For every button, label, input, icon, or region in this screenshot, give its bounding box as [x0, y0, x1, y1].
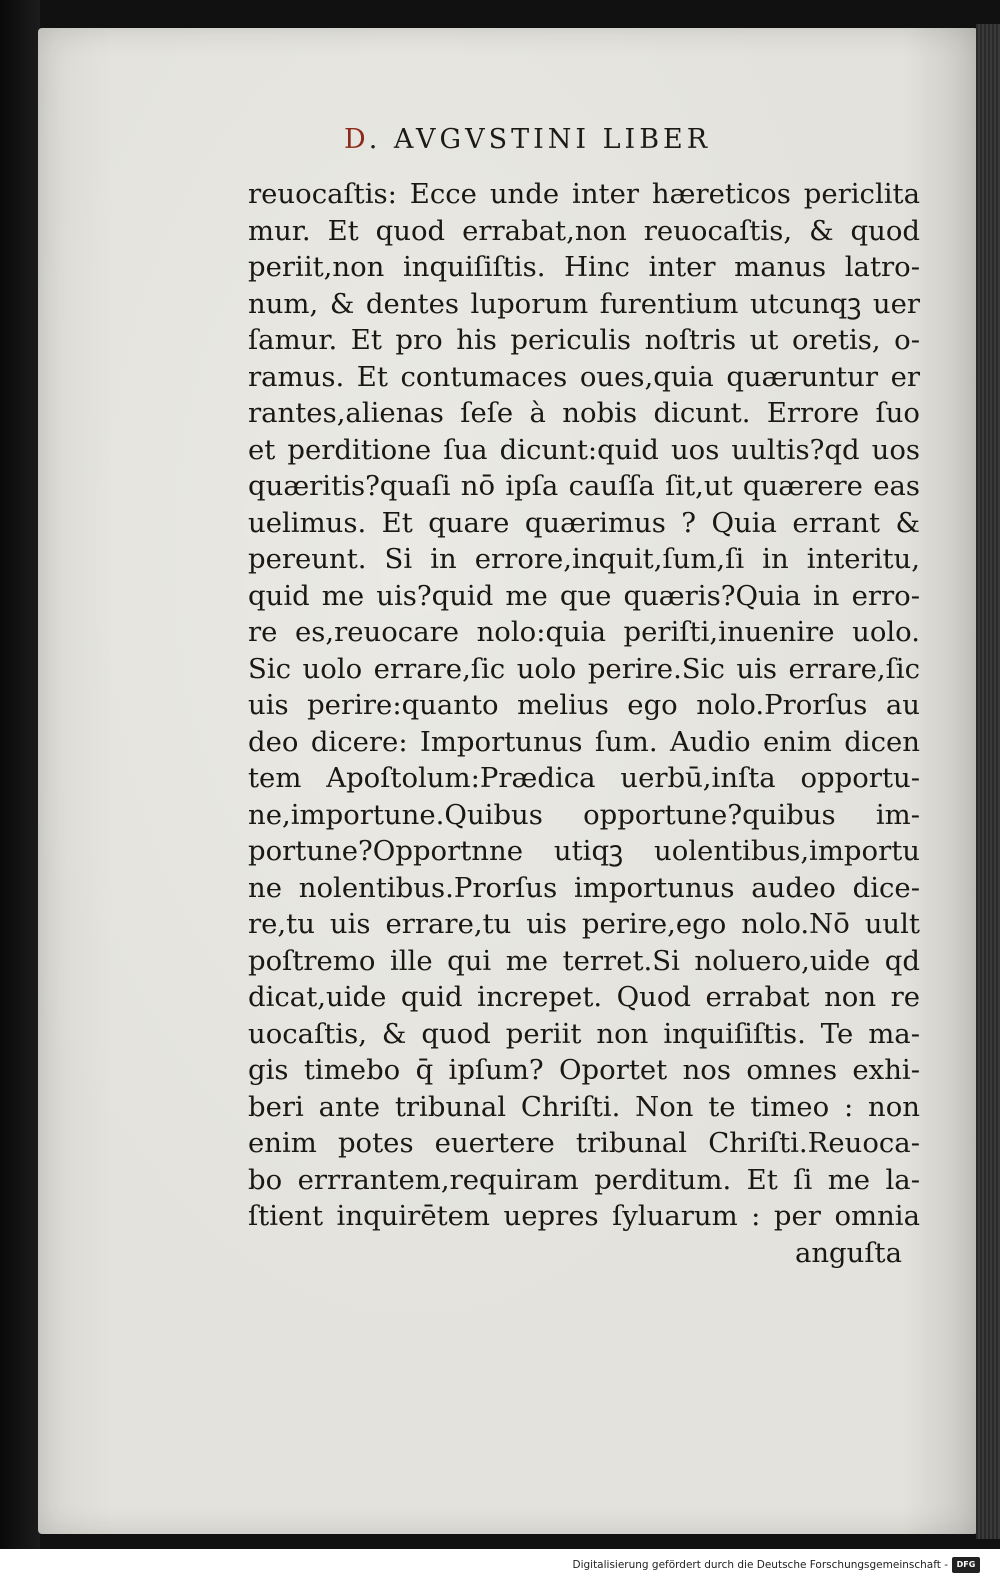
text-line: ſtient inquirētem uepres ſyluarum : per omnia	[248, 1200, 920, 1232]
text-line: uocaſtis, & quod periit non inquiſiſtis. Te ma-	[248, 1017, 920, 1050]
text-line: num, & dentes luporum furentium utcunqꝫ uer	[248, 287, 920, 320]
text-line: pereunt. Si in errore,inquit,ſum,ſi in interitu,	[248, 543, 920, 575]
running-head-title: . AVGVSTINI LIBER	[368, 124, 712, 155]
text-line: et perditione ſua dicunt:quid uos uultis?qd uos	[248, 433, 920, 466]
binding-shadow	[0, 0, 40, 1587]
text-line: ne,importune.Quibus opportune?quibus im-	[248, 798, 920, 831]
text-line: quid me uis?quid me que quæris?Quia in erro-	[248, 579, 920, 612]
text-line: deo dicere: Importunus ſum. Audio enim dicen	[248, 725, 920, 758]
text-line: ramus. Et contumaces oues,quia quæruntur er	[248, 360, 920, 393]
text-line: beri ante tribunal Chriſti. Non te timeo : non	[248, 1090, 920, 1123]
text-line: Sic uolo errare,ſic uolo perire.Sic uis errare,ſic	[248, 652, 920, 685]
footer-bar	[0, 1549, 1000, 1587]
catchword: anguſta	[794, 1236, 902, 1269]
text-block	[248, 176, 920, 1271]
page-fore-edge	[976, 24, 1000, 1539]
text-line: poſtremo ille qui me terret.Si noluero,uide qd	[248, 944, 920, 977]
text-line: gis timebo q̄ ipſum? Oportet nos omnes exhi-	[248, 1054, 920, 1086]
text-line: ſamur. Et pro his periculis noſtris ut oretis, o-	[248, 324, 920, 356]
text-line: ne nolentibus.Prorſus importunus audeo dice-	[248, 871, 920, 904]
text-line: periit,non inquiſiſtis. Hinc inter manus latro-	[248, 251, 920, 283]
running-head	[344, 124, 711, 164]
dfg-logo: DFG	[952, 1557, 980, 1573]
text-line: dicat,uide quid increpet. Quod errabat non re	[248, 981, 920, 1013]
text-line: tem Apoſtolum:Prædica uerbū,inſta opportu-	[248, 762, 920, 794]
text-line: bo errrantem,requiram perditum. Et ſi me la-	[248, 1163, 920, 1196]
text-line: re,tu uis errare,tu uis perire,ego nolo.Nō uult	[248, 908, 920, 940]
funding-credit: Digitalisierung gefördert durch die Deutsche Forschungsgemeinschaft -	[572, 1559, 948, 1571]
text-line: mur. Et quod errabat,non reuocaſtis, & quod	[248, 214, 920, 247]
text-line: quæritis?quaſi nō ipſa cauſſa ſit,ut quærere eas	[248, 470, 920, 502]
text-line: uelimus. Et quare quærimus ? Quia errant &	[248, 506, 920, 539]
text-line: uis perire:quanto melius ego nolo.Prorſus au	[248, 689, 920, 721]
text-line: reuocaſtis: Ecce unde inter hæreticos periclita	[248, 178, 920, 210]
text-line: rantes,alienas ſeſe à nobis dicunt. Errore ſuo	[248, 397, 920, 429]
text-line: re es,reuocare nolo:quia periſti,inuenire uolo.	[248, 616, 920, 648]
text-line: portune?Opportnne utiqꝫ uolentibus,importu	[248, 835, 920, 867]
running-head-initial: D	[344, 124, 369, 155]
text-line: enim potes euertere tribunal Chriſti.Reuoca-	[248, 1127, 920, 1159]
